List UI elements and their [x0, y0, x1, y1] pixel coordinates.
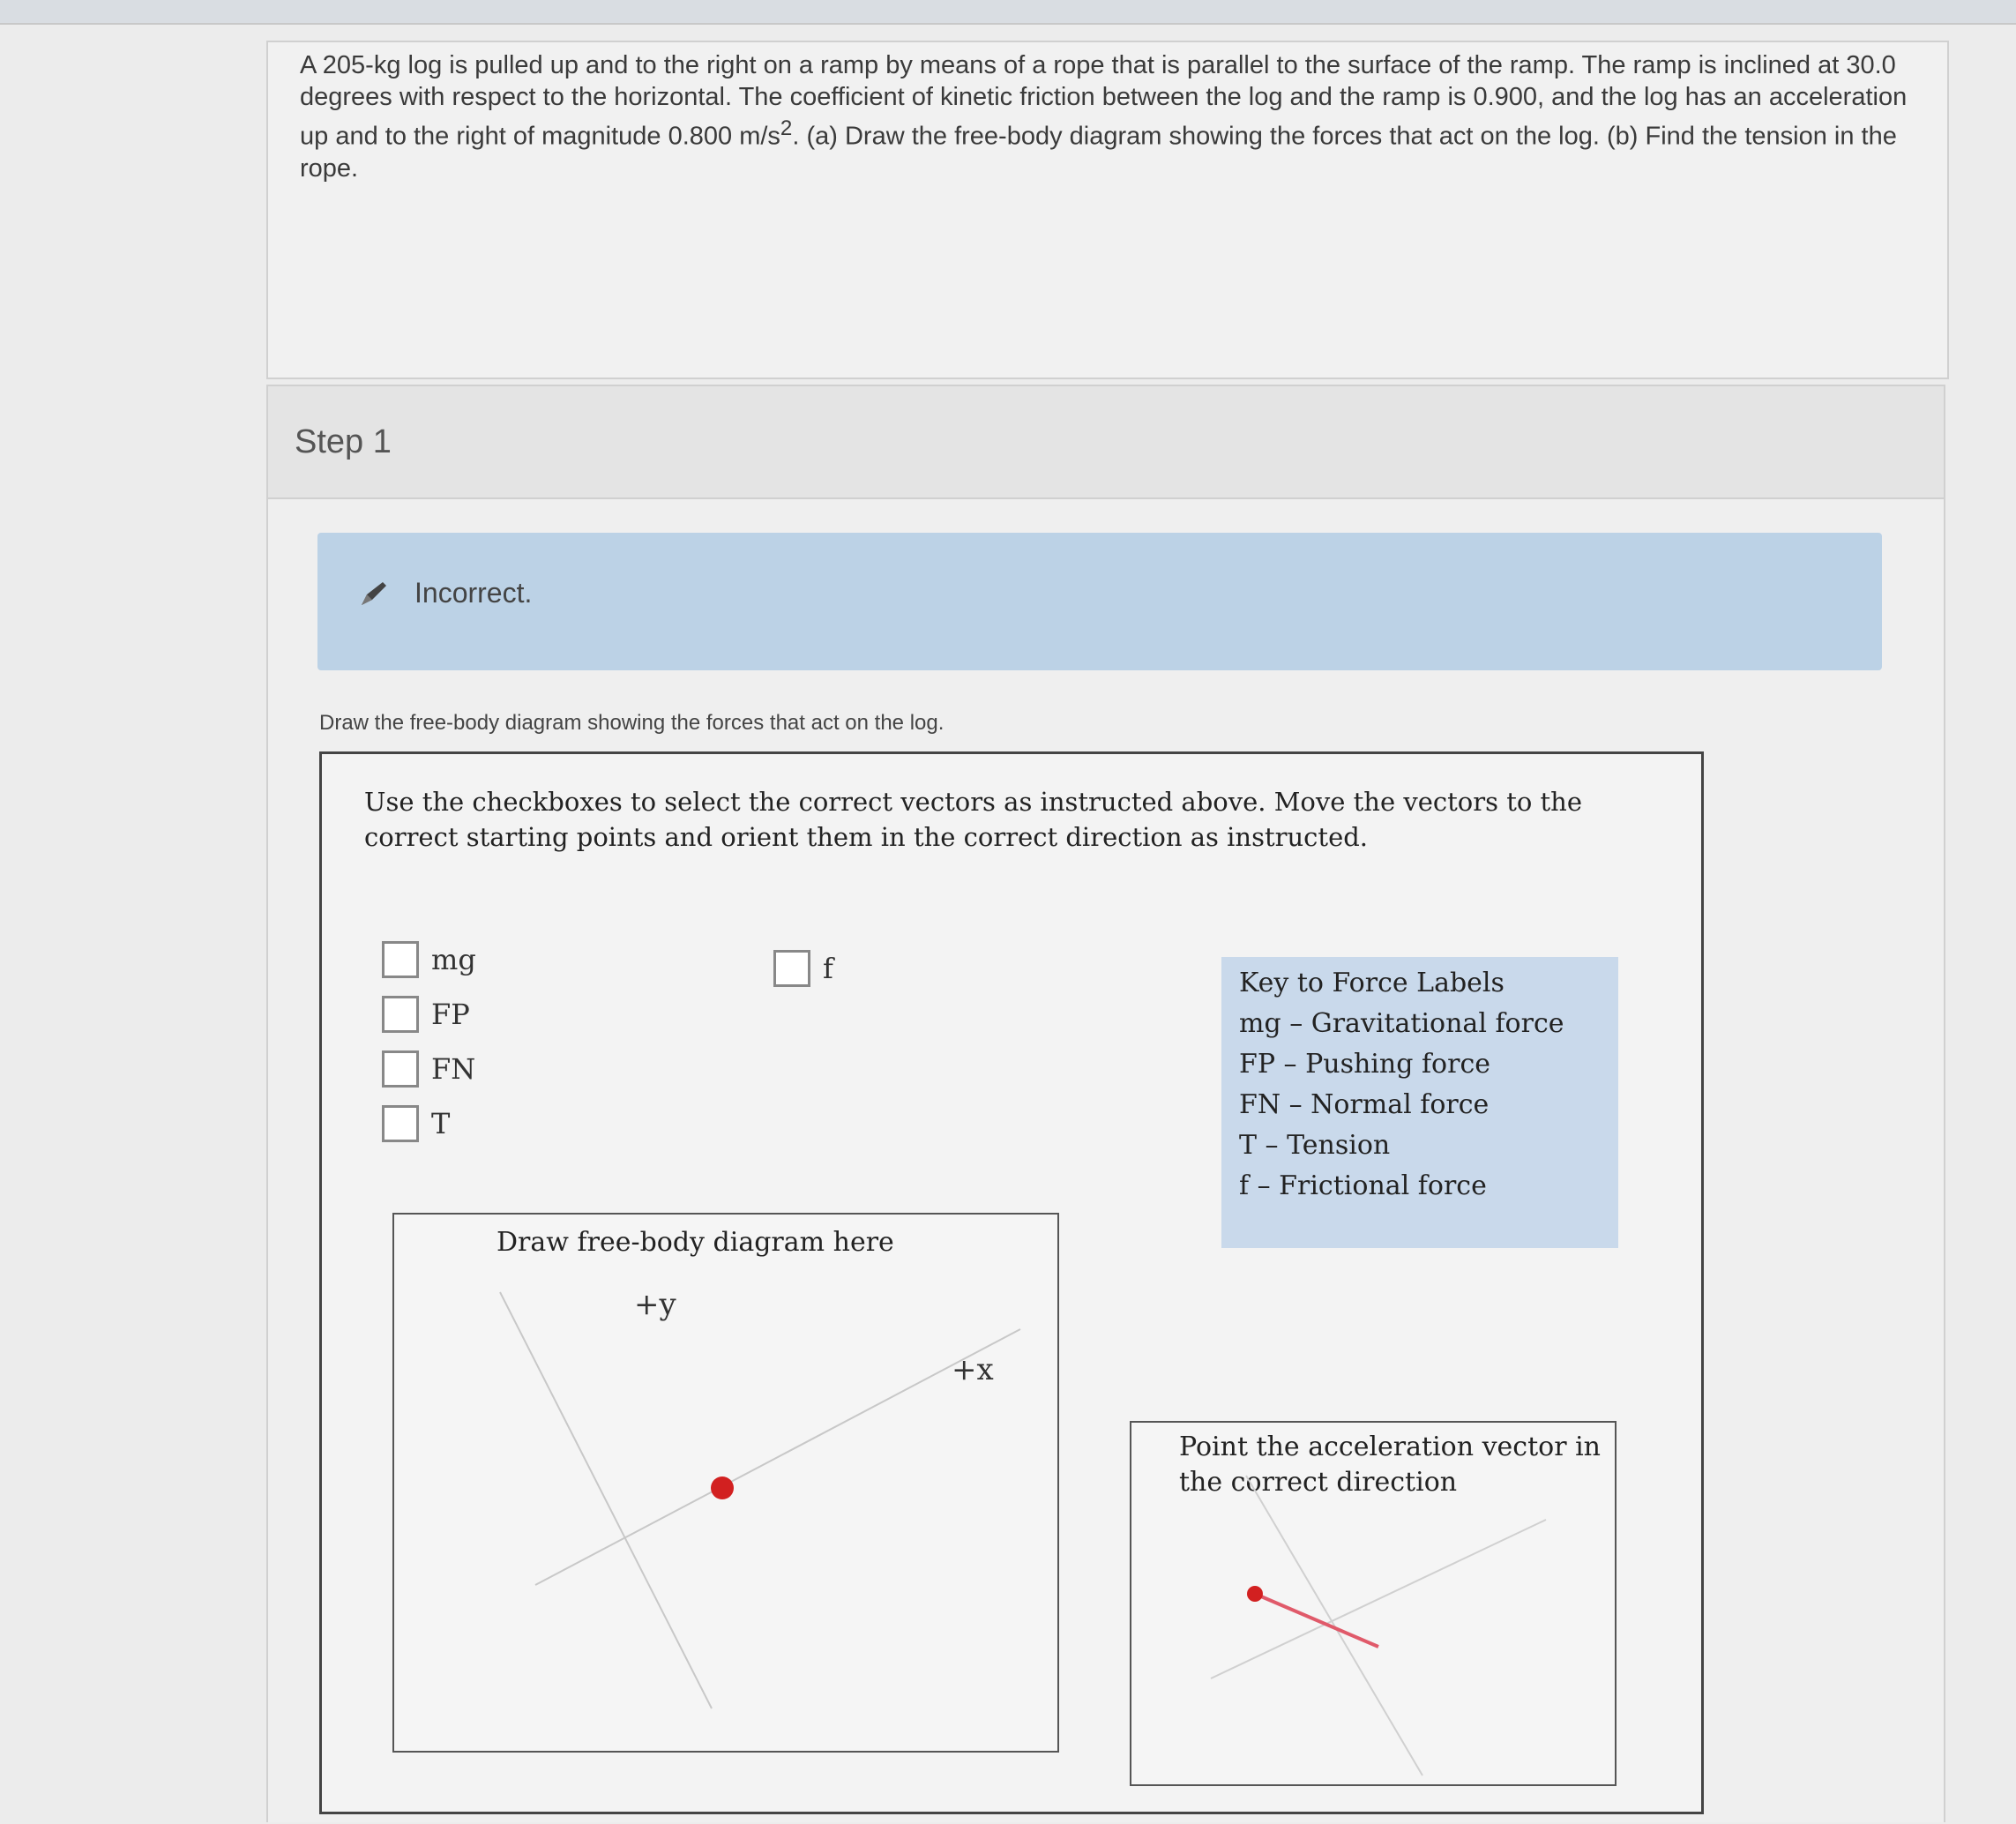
- checkbox-row-f[interactable]: [773, 950, 833, 987]
- checkbox-t[interactable]: [382, 1105, 419, 1142]
- checkbox-row-t[interactable]: [382, 1105, 450, 1142]
- checkbox-label-mg: mg: [431, 943, 476, 976]
- checkbox-row-fp[interactable]: [382, 996, 470, 1033]
- fbd-widget: [319, 751, 1704, 1814]
- step-label: Step 1: [295, 423, 392, 460]
- key-item-fp: FP – Pushing force: [1239, 1049, 1491, 1080]
- acceleration-axes: [1131, 1423, 1618, 1788]
- accel-area-title: Point the acceleration vector in the correct direction: [1179, 1432, 1602, 1498]
- key-item-t: T – Tension: [1239, 1130, 1391, 1161]
- checkbox-mg[interactable]: [382, 941, 419, 978]
- question-text: A 205-kg log is pulled up and to the right on a ramp by means of a rope that is parallel to the surface of the ramp. The ramp is inclined at 30.0 degrees with respect to the horizontal. The coefficient of kinetic friction between the log and the ramp is 0.900, and the log has an acceleration up and to the right of magnitude 0.800 $m/s^2$. (a) Draw the free-body diagram showing the forces that act on the log. (b) Find the tension in the rope.: [300, 51, 1908, 183]
- checkbox-row-fn[interactable]: [382, 1050, 475, 1088]
- checkbox-row-mg[interactable]: [382, 941, 476, 978]
- checkbox-fn[interactable]: [382, 1050, 419, 1088]
- question-panel: [266, 41, 1949, 379]
- widget-instruction: Use the checkboxes to select the correct vectors as instructed above. Move the vectors to the correct starting points and orient them in the correct direction as instructed.: [364, 787, 1583, 852]
- acceleration-vector-canvas[interactable]: [1130, 1421, 1617, 1786]
- pencil-icon: [358, 579, 388, 609]
- key-item-f: f – Frictional force: [1239, 1170, 1487, 1201]
- step-instruction: Draw the free-body diagram showing the forces that act on the log.: [319, 711, 945, 735]
- browser-top-strip: [0, 0, 2016, 25]
- x-axis-label: +x: [952, 1352, 994, 1387]
- superscript: 2: [780, 116, 793, 140]
- tilted-axes: [394, 1215, 1061, 1754]
- checkbox-fp[interactable]: [382, 996, 419, 1033]
- checkbox-label-fp: FP: [431, 998, 470, 1031]
- force-label-key: [1221, 957, 1618, 1248]
- x-axis-line: [535, 1329, 1020, 1585]
- key-item-mg: mg – Gravitational force: [1239, 1008, 1564, 1039]
- checkbox-label-f: f: [823, 952, 833, 985]
- feedback-text: Incorrect.: [414, 577, 533, 609]
- checkbox-label-t: T: [431, 1107, 451, 1140]
- key-title: Key to Force Labels: [1239, 968, 1505, 998]
- checkbox-f[interactable]: [773, 950, 810, 987]
- key-item-fn: FN – Normal force: [1239, 1089, 1490, 1120]
- step-header[interactable]: [266, 385, 1945, 499]
- draw-area-title: Draw free-body diagram here: [497, 1227, 894, 1258]
- acceleration-vector: [1255, 1594, 1378, 1647]
- feedback-banner: [317, 533, 1882, 670]
- free-body-diagram-canvas[interactable]: [392, 1213, 1059, 1753]
- y-axis-label: +y: [634, 1287, 676, 1322]
- acceleration-handle: [1247, 1586, 1263, 1602]
- y-axis-line: [500, 1292, 712, 1708]
- checkbox-label-fn: FN: [431, 1052, 476, 1086]
- log-dot: [711, 1476, 734, 1499]
